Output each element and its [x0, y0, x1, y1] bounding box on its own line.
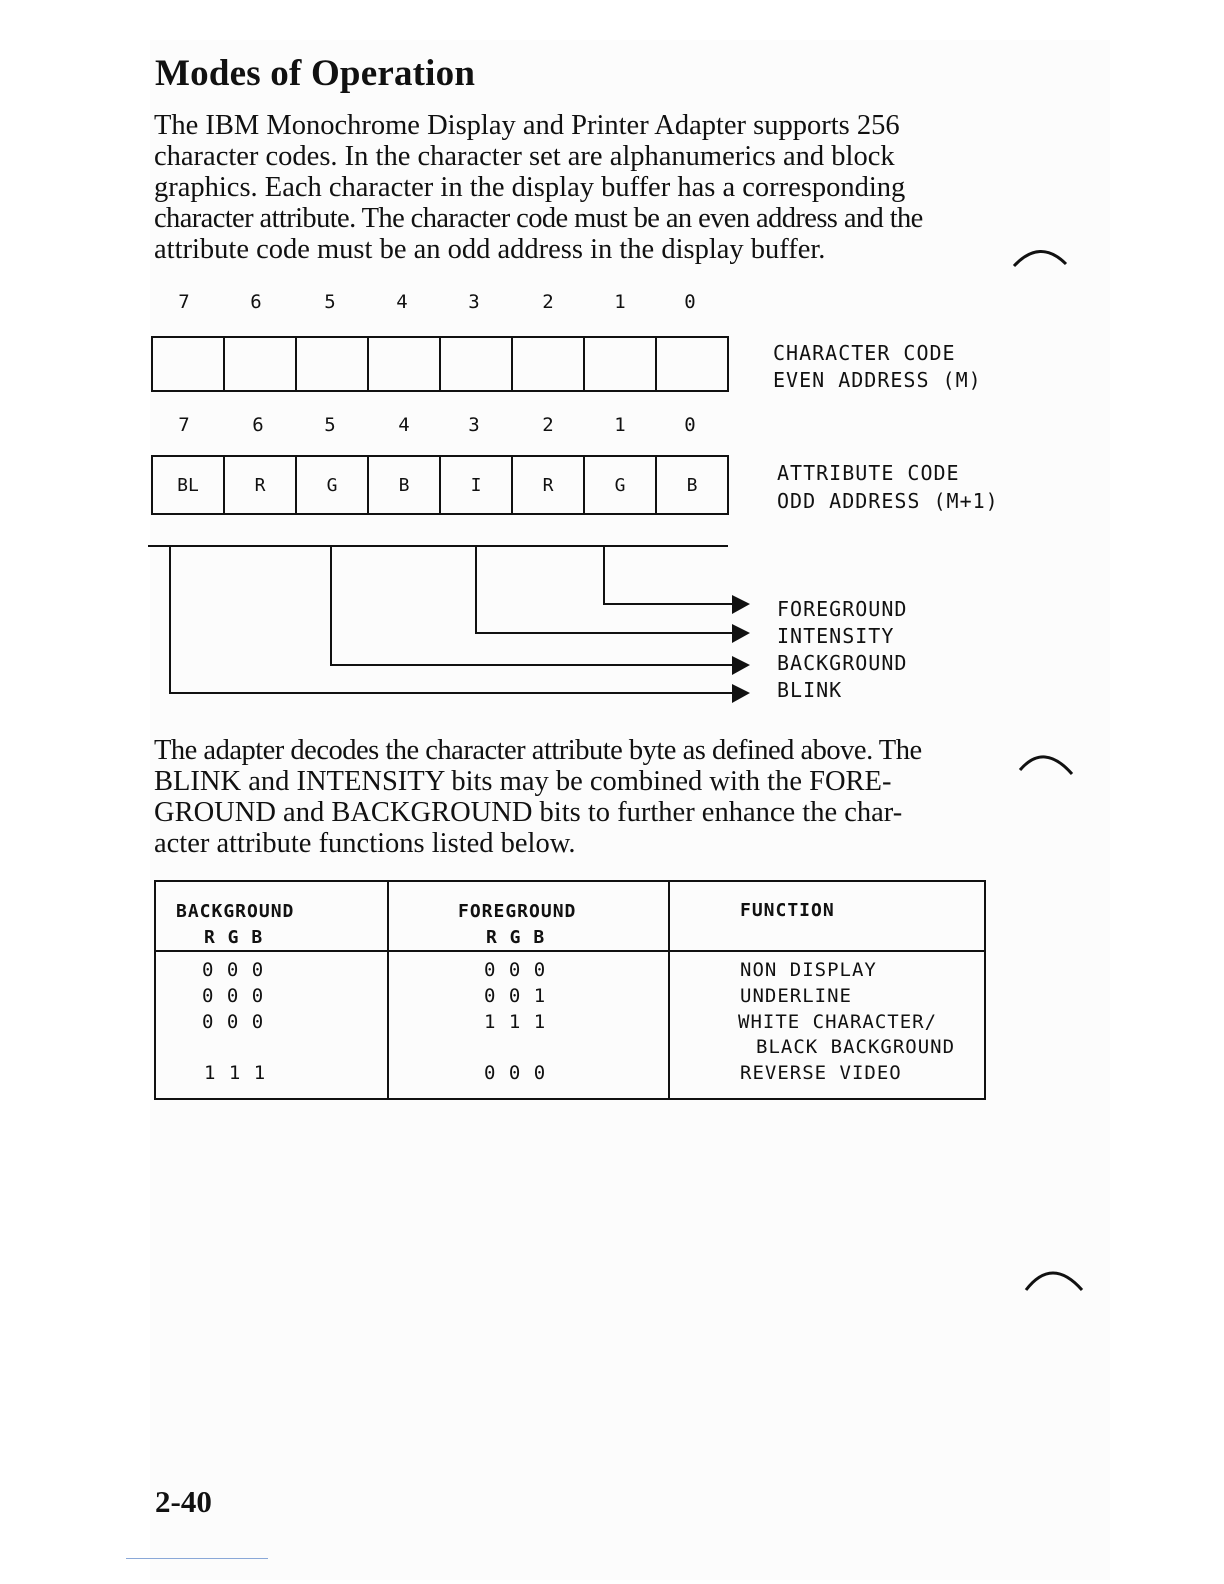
decode-line: GROUND and BACKGROUND bits to further enhance the char-: [154, 797, 903, 828]
foreground-value: 0 0 1: [484, 985, 547, 1007]
bit-number: 0: [684, 414, 696, 436]
bit-number: 2: [542, 291, 554, 313]
output-background: BACKGROUND: [777, 651, 908, 675]
table-divider: [668, 882, 670, 1098]
background-value: 0 0 0: [202, 985, 265, 1007]
function-value: NON DISPLAY: [740, 959, 877, 981]
decode-line: BLINK and INTENSITY bits may be combined with the FORE-: [154, 766, 892, 797]
intro-line: graphics. Each character in the display buffer has a corresponding: [154, 172, 906, 203]
bit-number: 7: [178, 291, 190, 313]
function-value-continued: BLACK BACKGROUND: [756, 1036, 956, 1058]
bit-cell: R: [513, 457, 585, 513]
bit-number: 3: [468, 291, 480, 313]
function-value: UNDERLINE: [740, 985, 852, 1007]
bit-cell: BL: [153, 457, 225, 513]
function-header: FUNCTION: [740, 900, 835, 921]
intro-line: character attribute. The character code must be an even address and the: [154, 203, 923, 234]
page-number: 2-40: [155, 1484, 212, 1519]
bit-cell: I: [441, 457, 513, 513]
foreground-header: FOREGROUND: [458, 901, 577, 922]
bit-number: 5: [324, 291, 336, 313]
background-rgb-header: R G B: [204, 927, 264, 948]
bit-number: 4: [398, 414, 410, 436]
decode-line: The adapter decodes the character attribute byte as defined above. The: [154, 735, 922, 766]
background-value: 0 0 0: [202, 1011, 265, 1033]
blink-arrow: [732, 684, 750, 703]
decode-line: acter attribute functions listed below.: [154, 828, 576, 859]
bit-cell: B: [369, 457, 441, 513]
background-arrow: [732, 656, 750, 675]
background-value: 1 1 1: [204, 1062, 267, 1084]
label-line: ODD ADDRESS (M+1): [777, 489, 999, 513]
label-line: EVEN ADDRESS (M): [773, 368, 982, 392]
bit-number: 1: [614, 291, 626, 313]
binder-mark-icon: [1016, 746, 1076, 780]
foreground-value: 0 0 0: [484, 959, 547, 981]
attribute-function-table: [154, 880, 986, 1100]
blink-connector: [170, 546, 734, 693]
bit-cell: B: [686, 474, 698, 496]
intro-line: attribute code must be an odd address in the display buffer.: [154, 234, 826, 265]
output-blink: BLINK: [777, 678, 843, 702]
intro-line: character codes. In the character set are alphanumerics and block: [154, 141, 895, 172]
table-divider: [387, 882, 389, 1098]
foreground-arrow: [732, 595, 750, 614]
bit-cell: G: [297, 457, 369, 513]
bottom-rule: [126, 1558, 268, 1559]
background-connector: [331, 546, 734, 665]
binder-mark-icon: [1022, 1262, 1086, 1296]
output-foreground: FOREGROUND: [777, 597, 908, 621]
label-line: CHARACTER CODE: [773, 341, 956, 365]
bit-number: 3: [468, 414, 480, 436]
intensity-arrow: [732, 624, 750, 643]
function-value: WHITE CHARACTER/: [738, 1011, 938, 1033]
decode-paragraph: [154, 735, 994, 859]
table-header-rule: [156, 950, 984, 952]
background-header: BACKGROUND: [176, 901, 295, 922]
bit-number: 6: [252, 414, 264, 436]
foreground-rgb-header: R G B: [486, 927, 546, 948]
bit-number: 0: [684, 291, 696, 313]
foreground-value: 0 0 0: [484, 1062, 547, 1084]
bit-number: 2: [542, 414, 554, 436]
label-line: ATTRIBUTE CODE: [777, 461, 960, 485]
attribute-outputs: [777, 596, 907, 704]
bit-cell: R: [225, 457, 297, 513]
binder-mark-icon: [1010, 242, 1070, 272]
intro-line: The IBM Monochrome Display and Printer Adapter supports 256: [154, 110, 900, 141]
foreground-connector: [604, 546, 734, 604]
page-title: Modes of Operation: [155, 53, 476, 94]
bit-number: 6: [250, 291, 262, 313]
bit-number: 7: [178, 414, 190, 436]
bit-number: 4: [396, 291, 408, 313]
foreground-value: 1 1 1: [484, 1011, 547, 1033]
background-value: 0 0 0: [202, 959, 265, 981]
bit-number: 5: [324, 414, 336, 436]
bit-cell: G: [585, 457, 657, 513]
function-value: REVERSE VIDEO: [740, 1062, 902, 1084]
bit-number: 1: [614, 414, 626, 436]
output-intensity: INTENSITY: [777, 624, 895, 648]
